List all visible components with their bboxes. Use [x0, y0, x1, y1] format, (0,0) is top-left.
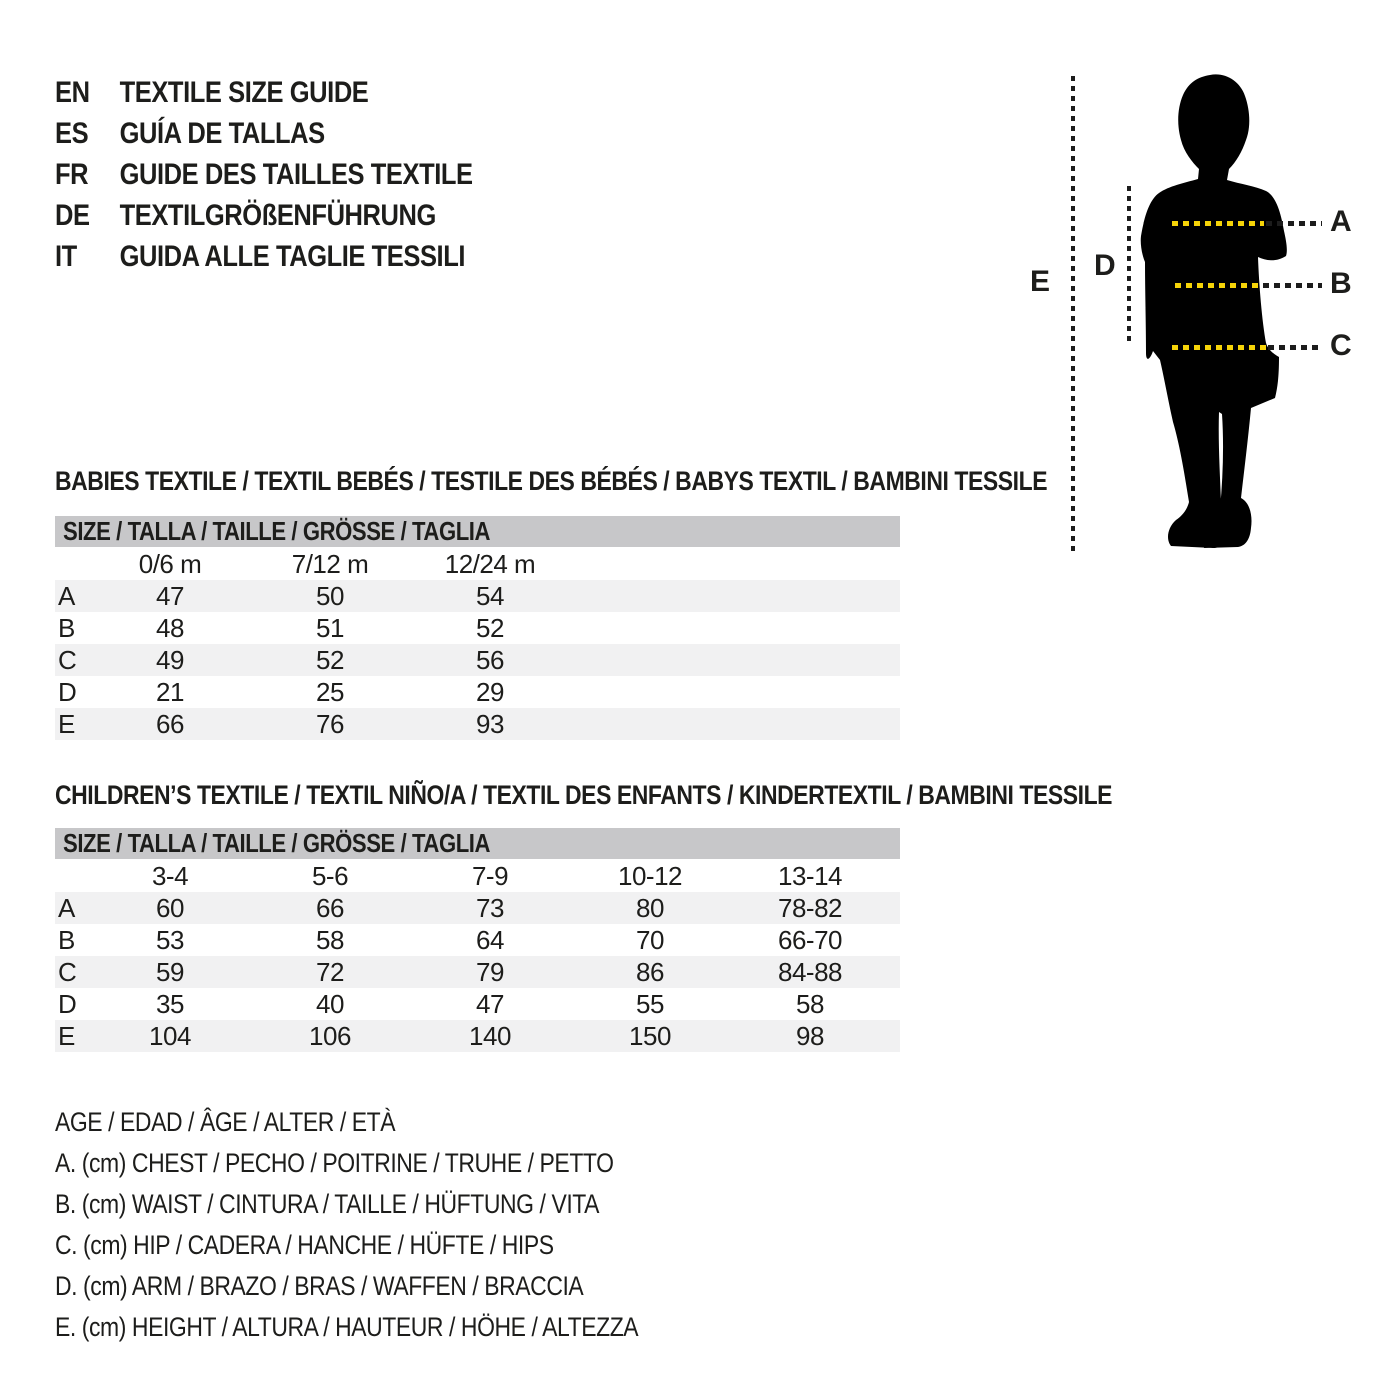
- waist-pointer-dash: [1263, 283, 1322, 288]
- row-label: A: [58, 581, 75, 611]
- cell: 93: [476, 709, 504, 739]
- cell: 40: [316, 989, 344, 1019]
- row-label: C: [58, 957, 77, 987]
- cell: 60: [156, 893, 184, 923]
- children-col-header: 10-12: [618, 860, 682, 891]
- cell: 54: [476, 581, 504, 611]
- legend-age-line: AGE / EDAD / ÂGE / ALTER / ETÀ: [55, 1107, 396, 1137]
- babies-column-header-row: [55, 547, 900, 580]
- cell: 86: [636, 957, 664, 987]
- lang-code: ES: [55, 117, 89, 150]
- legend-arm-line: D. (cm) ARM / BRAZO / BRAS / WAFFEN / BRACCIA: [55, 1271, 584, 1301]
- table-row: [55, 924, 900, 956]
- cell: 55: [636, 989, 664, 1019]
- babies-col-header: 0/6 m: [138, 548, 202, 579]
- cell: 35: [156, 989, 184, 1019]
- cell: 66: [156, 709, 184, 739]
- measurement-legend: [55, 1102, 741, 1348]
- lang-title: TEXTILGRÖßENFÜHRUNG: [119, 199, 436, 232]
- cell: 59: [156, 957, 184, 987]
- cell: 58: [796, 989, 824, 1019]
- cell: 64: [476, 925, 504, 955]
- cell: 150: [629, 1021, 671, 1051]
- cell: 104: [149, 1021, 191, 1051]
- lang-row-it: [55, 236, 546, 277]
- cell: 140: [469, 1021, 511, 1051]
- table-row: [55, 956, 900, 988]
- table-row: [55, 580, 900, 612]
- cell: 106: [309, 1021, 351, 1051]
- waist-measure-dash: [1175, 283, 1261, 288]
- table-row: [55, 708, 900, 740]
- lang-row-fr: [55, 154, 546, 195]
- table-row: [55, 612, 900, 644]
- cell: 56: [476, 645, 504, 675]
- children-col-header: 5-6: [311, 860, 349, 891]
- cell: 58: [316, 925, 344, 955]
- hip-pointer-dash: [1268, 345, 1322, 350]
- measure-label-d: D: [1094, 249, 1116, 282]
- table-row: [55, 1020, 900, 1052]
- lang-title: TEXTILE SIZE GUIDE: [119, 76, 369, 109]
- cell: 84-88: [778, 957, 842, 987]
- lang-title: GUÍA DE TALLAS: [119, 117, 325, 150]
- legend-height-line: E. (cm) HEIGHT / ALTURA / HAUTEUR / HÖHE / ALTEZZA: [55, 1312, 639, 1342]
- cell: 70: [636, 925, 664, 955]
- babies-size-header-bar: SIZE / TALLA / TAILLE / GRÖSSE / TAGLIA: [55, 516, 900, 547]
- children-col-header: 3-4: [151, 860, 189, 891]
- cell: 78-82: [778, 893, 842, 923]
- row-label: A: [58, 893, 75, 923]
- lang-code: FR: [55, 158, 89, 191]
- row-label: C: [58, 645, 77, 675]
- cell: 76: [316, 709, 344, 739]
- cell: 72: [316, 957, 344, 987]
- chest-pointer-dash: [1266, 221, 1322, 226]
- cell: 51: [316, 613, 344, 643]
- lang-title: GUIDE DES TAILLES TEXTILE: [119, 158, 473, 191]
- lang-row-de: [55, 195, 546, 236]
- lang-code: DE: [55, 199, 90, 232]
- row-label: B: [58, 613, 75, 643]
- cell: 49: [156, 645, 184, 675]
- measure-label-c: C: [1330, 329, 1352, 362]
- children-size-header-bar: SIZE / TALLA / TAILLE / GRÖSSE / TAGLIA: [55, 828, 900, 859]
- cell: 47: [156, 581, 184, 611]
- legend-waist-line: B. (cm) WAIST / CINTURA / TAILLE / HÜFTUNG / VITA: [55, 1189, 600, 1219]
- cell: 98: [796, 1021, 824, 1051]
- cell: 66-70: [778, 925, 842, 955]
- table-row: [55, 676, 900, 708]
- measure-label-e: E: [1030, 265, 1050, 298]
- children-col-header: 7-9: [471, 860, 509, 891]
- babies-section-title: BABIES TEXTILE / TEXTIL BEBÉS / TESTILE DES BÉBÉS / BABYS TEXTIL / BAMBINI TESSILE: [55, 466, 1048, 496]
- cell: 52: [476, 613, 504, 643]
- cell: 48: [156, 613, 184, 643]
- lang-code: EN: [55, 76, 90, 109]
- row-label: E: [58, 1021, 75, 1051]
- babies-table-body: [55, 580, 900, 740]
- table-row: [55, 988, 900, 1020]
- arm-guide-dashed-line: [1127, 186, 1131, 342]
- cell: 29: [476, 677, 504, 707]
- row-label: D: [58, 677, 77, 707]
- children-table-body: [55, 892, 900, 1052]
- cell: 47: [476, 989, 504, 1019]
- cell: 79: [476, 957, 504, 987]
- measure-label-a: A: [1330, 205, 1352, 238]
- children-section-title: CHILDREN’S TEXTILE / TEXTIL NIÑO/A / TEXTIL DES ENFANTS / KINDERTEXTIL / BAMBINI TESSILE: [55, 780, 1113, 810]
- cell: 21: [156, 677, 184, 707]
- lang-row-en: [55, 72, 546, 113]
- babies-col-header: 7/12 m: [291, 548, 369, 579]
- children-column-header-row: [55, 859, 900, 892]
- cell: 52: [316, 645, 344, 675]
- table-row: [55, 644, 900, 676]
- table-row: [55, 892, 900, 924]
- row-label: E: [58, 709, 75, 739]
- lang-code: IT: [55, 240, 77, 273]
- cell: 66: [316, 893, 344, 923]
- row-label: B: [58, 925, 75, 955]
- row-label: D: [58, 989, 77, 1019]
- chest-measure-dash: [1172, 221, 1264, 226]
- cell: 53: [156, 925, 184, 955]
- babies-col-header: 12/24 m: [444, 548, 536, 579]
- measure-label-b: B: [1330, 267, 1352, 300]
- hip-measure-dash: [1172, 345, 1266, 350]
- language-title-list: [55, 72, 546, 277]
- cell: 25: [316, 677, 344, 707]
- cell: 80: [636, 893, 664, 923]
- lang-title: GUIDA ALLE TAGLIE TESSILI: [119, 240, 466, 273]
- cell: 50: [316, 581, 344, 611]
- children-col-header: 13-14: [778, 860, 842, 891]
- legend-hip-line: C. (cm) HIP / CADERA / HANCHE / HÜFTE / HIPS: [55, 1230, 554, 1260]
- legend-chest-line: A. (cm) CHEST / PECHO / POITRINE / TRUHE / PETTO: [55, 1148, 614, 1178]
- cell: 73: [476, 893, 504, 923]
- lang-row-es: [55, 113, 546, 154]
